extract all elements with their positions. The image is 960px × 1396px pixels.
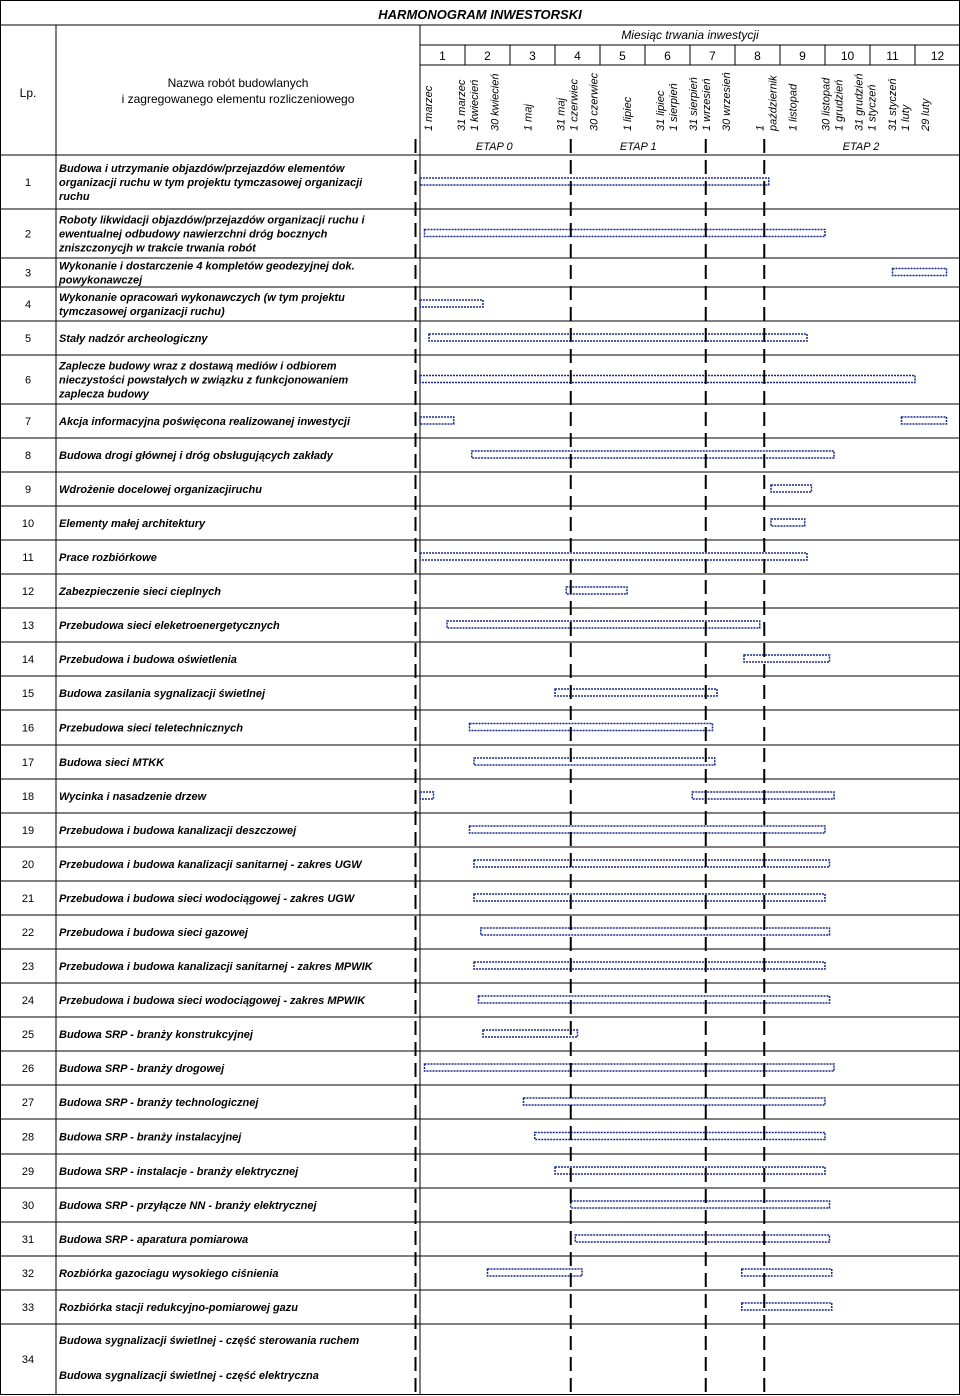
month-number: 10 xyxy=(840,49,855,63)
task-name: Wdrożenie docelowej organizacjiruchu xyxy=(59,484,262,496)
gantt-bar xyxy=(771,485,812,492)
gantt-bar xyxy=(742,1303,832,1310)
task-name: Budowa SRP - branży technologicznej xyxy=(59,1097,259,1109)
row-number: 22 xyxy=(21,927,35,939)
date-label: 1 czerwiec xyxy=(568,79,581,131)
row-number: 33 xyxy=(21,1302,35,1314)
gantt-bar xyxy=(470,826,826,833)
row-number: 19 xyxy=(21,825,35,837)
task-name: Przebudowa i budowa kanalizacji deszczowej xyxy=(59,825,297,837)
row-number: 21 xyxy=(21,893,35,905)
header-lp: Lp. xyxy=(19,86,37,100)
gantt-bar xyxy=(555,689,717,696)
date-label: 30 czerwiec xyxy=(588,72,601,131)
month-number: 9 xyxy=(799,49,806,63)
table-header xyxy=(20,7,759,106)
month-number: 4 xyxy=(574,49,581,63)
month-number: 12 xyxy=(930,49,945,63)
date-label: 29 luty xyxy=(919,98,932,131)
gantt-bar xyxy=(472,451,834,458)
row-number: 23 xyxy=(21,961,35,973)
task-name: Przebudowa i budowa kanalizacji sanitarnej - zakres MPWIK xyxy=(59,961,373,973)
gantt-bar xyxy=(470,724,713,731)
row-number: 13 xyxy=(21,620,35,632)
row-number: 15 xyxy=(21,688,35,700)
date-label: 31 sierpień xyxy=(688,77,700,131)
task-name: Wykonanie i dostarczenie 4 kompletów geodezyjnej dok. xyxy=(59,260,355,273)
row-number: 6 xyxy=(24,374,32,387)
task-name: Budowa drogi głównej i dróg obsługujących zakłady xyxy=(59,450,333,462)
month-number: 6 xyxy=(664,49,671,63)
date-label: 1 styczeń xyxy=(866,84,879,131)
date-label: 1 maj xyxy=(522,104,535,131)
gantt-bar xyxy=(479,996,830,1003)
etap-label: ETAP 1 xyxy=(619,141,657,153)
row-number: 24 xyxy=(21,995,35,1007)
etap-label: ETAP 2 xyxy=(842,141,880,153)
task-rows xyxy=(22,163,374,1382)
date-label: 31 grudzień xyxy=(853,73,866,131)
date-label: 1 kwiecień xyxy=(469,79,482,131)
month-numbers xyxy=(439,49,944,63)
page-title: HARMONOGRAM INWESTORSKI xyxy=(378,7,582,22)
gantt-bar xyxy=(447,621,760,628)
row-number: 12 xyxy=(21,586,35,598)
task-name: Akcja informacyjna poświęcona realizowanej inwestycji xyxy=(59,416,350,428)
task-name: Przebudowa i budowa sieci wodociągowej - zakres MPWIK xyxy=(59,995,366,1007)
task-name: Elementy małej architektury xyxy=(59,518,206,530)
task-name: Budowa SRP - branży konstrukcyjnej xyxy=(59,1029,253,1041)
date-label: 31 styczeń xyxy=(886,78,899,131)
row-number: 20 xyxy=(21,859,35,871)
gantt-bar xyxy=(474,894,825,901)
gantt-bar xyxy=(566,587,627,594)
gantt-bar xyxy=(425,1064,835,1071)
gantt-bars xyxy=(420,178,947,1310)
gantt-bar xyxy=(742,1269,832,1276)
task-name: Przebudowa sieci eleketroenergetycznych xyxy=(59,620,280,632)
row-number: 27 xyxy=(21,1097,35,1109)
task-name: powykonawczej xyxy=(59,274,143,287)
etap-label: ETAP 0 xyxy=(475,141,513,153)
month-number: 11 xyxy=(886,49,899,63)
task-name: Budowa sygnalizacji świetlnej - część sterowania ruchem xyxy=(59,1335,360,1347)
row-number: 31 xyxy=(21,1234,35,1246)
row-number: 4 xyxy=(24,299,32,311)
row-number: 7 xyxy=(24,416,32,428)
task-name: Przebudowa i budowa sieci gazowej xyxy=(59,927,248,939)
gantt-bar xyxy=(420,300,483,307)
task-name: tymczasowej organizacji ruchu) xyxy=(59,306,225,318)
header-duration: Miesiąc trwania inwestycji xyxy=(621,28,759,42)
gantt-bar xyxy=(483,1030,578,1037)
row-number: 25 xyxy=(21,1029,35,1041)
row-number: 3 xyxy=(24,267,32,280)
gantt-bar xyxy=(744,655,830,662)
task-name: Budowa i utrzymanie objazdów/przejazdów elementów xyxy=(59,163,345,175)
row-number: 30 xyxy=(21,1200,35,1212)
task-name: Budowa SRP - branży drogowej xyxy=(59,1063,225,1075)
stage-dividers xyxy=(416,139,765,1394)
month-number: 2 xyxy=(484,49,491,63)
gantt-bar xyxy=(420,792,434,799)
task-name: Rozbiórka gazociagu wysokiego ciśnienia xyxy=(59,1268,279,1280)
gantt-bar xyxy=(524,1098,826,1105)
date-label: 30 kwiecień xyxy=(489,73,502,131)
row-number: 9 xyxy=(24,484,32,496)
gantt-bar xyxy=(420,178,769,185)
row-number: 17 xyxy=(21,757,35,769)
row-number: 2 xyxy=(24,228,32,241)
gantt-bar xyxy=(771,519,805,526)
date-label: 1 wrzesień xyxy=(701,78,713,131)
row-number: 11 xyxy=(22,552,34,564)
gantt-bar xyxy=(474,860,830,867)
date-label: 1 sierpień xyxy=(667,83,680,131)
row-number: 5 xyxy=(24,333,32,345)
task-name: zaplecza budowy xyxy=(59,388,149,401)
gantt-bar xyxy=(535,1133,825,1140)
gantt-bar xyxy=(692,792,834,799)
etap-labels xyxy=(476,141,879,153)
task-name: Rozbiórka stacji redukcyjno-pomiarowej gazu xyxy=(59,1302,298,1314)
gantt-bar xyxy=(429,334,807,341)
month-number: 5 xyxy=(619,49,626,63)
date-label: 31 lipiec xyxy=(654,90,667,131)
month-number: 7 xyxy=(709,49,716,63)
task-name: ruchu xyxy=(59,191,90,203)
date-label: 1 xyxy=(754,124,767,131)
task-name: Przebudowa sieci teletechnicznych xyxy=(59,722,244,735)
task-name: Roboty likwidacji objazdów/przejazdów organizacji ruchu i xyxy=(59,214,365,227)
date-label: 1 listopad xyxy=(787,83,800,131)
row-number: 16 xyxy=(21,722,35,735)
header-name-line2: i zagregowanego elementu rozliczeniowego xyxy=(121,92,355,106)
date-label: 1 lipiec xyxy=(621,96,634,131)
task-name: ewentualnej odbudowy nawierzchni dróg bocznych xyxy=(59,228,328,241)
task-name: Przebudowa i budowa kanalizacji sanitarnej - zakres UGW xyxy=(59,859,362,871)
row-number: 32 xyxy=(21,1268,35,1280)
task-name: Zabezpieczenie sieci cieplnych xyxy=(59,586,222,598)
gantt-bar xyxy=(420,417,454,424)
date-label: 31 marzec xyxy=(456,79,469,131)
task-name: zniszczonycjh w trakcie trwania robót xyxy=(59,242,256,255)
task-name: Stały nadzór archeologiczny xyxy=(59,333,208,345)
task-name: Zaplecze budowy wraz z dostawą mediów i odbiorem xyxy=(59,360,337,373)
row-number: 26 xyxy=(21,1063,35,1075)
task-name: Budowa SRP - aparatura pomiarowa xyxy=(59,1234,249,1246)
task-name: organizacji ruchu w tym projektu tymczasowej organizacji xyxy=(59,177,363,189)
row-number: 8 xyxy=(24,450,32,462)
date-label: 1 marzec xyxy=(423,85,435,131)
header-name-line1: Nazwa robót budowlanych xyxy=(167,76,309,90)
date-label: 30 listopad xyxy=(820,77,833,131)
task-name: nieczystości powstałych w związku z funkcjonowaniem xyxy=(59,374,349,387)
row-number: 1 xyxy=(24,177,32,189)
row-number: 10 xyxy=(21,518,35,530)
month-number: 8 xyxy=(754,49,761,63)
task-name: Budowa SRP - branży instalacyjnej xyxy=(59,1131,242,1144)
date-label: 30 wrzesień xyxy=(721,72,734,131)
gantt-bar xyxy=(893,269,947,276)
task-name: Prace rozbiórkowe xyxy=(59,552,157,564)
task-name: Budowa sieci MTKK xyxy=(59,757,165,769)
row-number: 34 xyxy=(21,1354,35,1366)
date-label: 1 luty xyxy=(899,104,912,131)
task-name: Przebudowa i budowa oświetlenia xyxy=(59,654,237,666)
month-number: 1 xyxy=(439,49,446,63)
gantt-bar xyxy=(474,758,715,765)
date-labels xyxy=(423,72,932,132)
gantt-bar xyxy=(420,376,915,383)
gantt-bar xyxy=(902,417,947,424)
gantt-bar xyxy=(555,1167,825,1174)
row-number: 18 xyxy=(21,791,35,803)
gantt-bar xyxy=(474,962,825,969)
row-number: 14 xyxy=(21,654,35,666)
gantt-bar xyxy=(571,1201,830,1208)
task-name: Budowa zasilania sygnalizacji świetlnej xyxy=(59,688,266,700)
date-label: październik xyxy=(767,75,780,131)
month-number: 3 xyxy=(529,49,536,63)
task-name: Budowa SRP - przyłącze NN - branży elektrycznej xyxy=(59,1200,317,1212)
date-label: 1 grudzień xyxy=(833,79,846,131)
gantt-bar xyxy=(575,1235,829,1242)
task-name: Wykonanie opracowań wykonawczych (w tym projektu xyxy=(59,292,345,304)
gantt-bar xyxy=(420,553,807,560)
row-number: 28 xyxy=(21,1131,35,1144)
task-name: Przebudowa i budowa sieci wodociągowej - zakres UGW xyxy=(59,893,355,905)
task-name: Wycinka i nasadzenie drzew xyxy=(59,791,207,803)
gantt-bar xyxy=(488,1269,583,1276)
task-name: Budowa SRP - instalacje - branży elektrycznej xyxy=(59,1166,299,1178)
row-number: 29 xyxy=(21,1166,35,1178)
date-label: 31 maj xyxy=(555,97,568,131)
gantt-bar xyxy=(481,928,830,935)
task-name: Budowa sygnalizacji świetlnej - część elektryczna xyxy=(59,1370,319,1382)
